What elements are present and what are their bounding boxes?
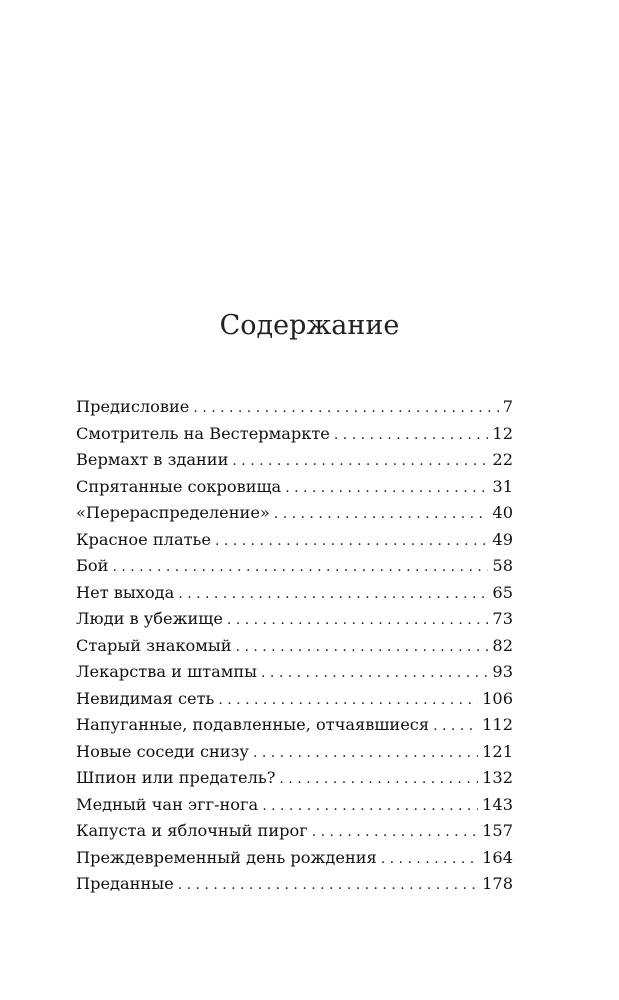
toc-entry-page: 157: [482, 821, 513, 840]
toc-entry[interactable]: [76, 474, 513, 501]
toc-entry-title: Медный чан эгг-нога: [76, 794, 259, 814]
dot-leader: [312, 819, 478, 846]
dot-leader: [236, 634, 489, 661]
toc-entry[interactable]: [76, 712, 513, 739]
toc-entry-title: Предисловие: [76, 397, 190, 416]
toc-entry-page: 164: [482, 847, 513, 867]
dot-leader: [232, 448, 488, 475]
toc-entry-page: 93: [492, 662, 513, 681]
page-title: Содержание: [219, 310, 400, 341]
toc-entry-page: 112: [482, 715, 513, 734]
toc-entry-page: 106: [482, 688, 513, 708]
toc-entry-title: Красное платье: [76, 529, 211, 549]
toc-entry-page: 178: [482, 874, 513, 893]
toc-entry[interactable]: [76, 659, 513, 686]
toc-entry[interactable]: [76, 500, 513, 527]
toc-entry-page: 12: [492, 423, 513, 443]
toc-entry-title: Преждевременный день рождения: [76, 847, 377, 867]
toc-entry-page: 73: [492, 609, 513, 628]
toc-entry-title: Преданные: [76, 874, 174, 893]
toc-entry-title: Вермахт в здании: [76, 450, 229, 469]
toc-entry-title: Люди в убежище: [76, 609, 223, 628]
dot-leader: [215, 528, 488, 555]
toc-entry-title: «Перераспределение»: [76, 503, 270, 522]
toc-entry-title: Нет выхода: [76, 582, 175, 602]
toc-entry[interactable]: [76, 553, 513, 580]
toc-entry-page: 132: [482, 768, 513, 787]
toc-entry-page: 121: [482, 741, 513, 761]
toc-entry-title: Невидимая сеть: [76, 688, 215, 708]
dot-leader: [178, 581, 488, 608]
dot-leader: [285, 475, 488, 502]
toc-entry[interactable]: [76, 818, 513, 845]
dot-leader: [218, 687, 478, 714]
toc-entry-page: 31: [492, 476, 513, 496]
toc-entry-title: Шпион или предатель?: [76, 768, 276, 787]
toc-entry-title: Старый знакомый: [76, 635, 232, 655]
toc-entry[interactable]: [76, 686, 513, 713]
toc-entry[interactable]: [76, 447, 513, 474]
dot-leader: [279, 766, 478, 793]
toc-entry[interactable]: [76, 606, 513, 633]
toc-entry[interactable]: [76, 739, 513, 766]
toc-entry[interactable]: [76, 421, 513, 448]
dot-leader: [334, 422, 489, 449]
toc-entry[interactable]: [76, 845, 513, 872]
dot-leader: [274, 501, 489, 528]
toc-entry-page: 7: [502, 397, 513, 416]
toc-entry-title: Спрятанные сокровища: [76, 476, 282, 496]
dot-leader: [178, 872, 478, 899]
dot-leader: [193, 395, 498, 422]
toc-entry-title: Напуганные, подавленные, отчаявшиеся: [76, 715, 430, 734]
dot-leader: [261, 660, 488, 687]
toc-entry[interactable]: [76, 394, 513, 421]
table-of-contents: [76, 394, 513, 898]
toc-entry-title: Капуста и яблочный пирог: [76, 821, 308, 840]
toc-entry-page: 22: [492, 450, 513, 469]
toc-entry-page: 40: [492, 503, 513, 522]
toc-entry-page: 49: [492, 529, 513, 549]
toc-entry-page: 143: [482, 794, 513, 814]
dot-leader: [262, 793, 478, 820]
toc-entry-title: Смотритель на Вестермаркте: [76, 423, 330, 443]
dot-leader: [381, 846, 478, 873]
toc-entry[interactable]: [76, 765, 513, 792]
toc-entry[interactable]: [76, 792, 513, 819]
toc-entry-page: 82: [492, 635, 513, 655]
toc-entry-title: Бой: [76, 556, 109, 575]
toc-entry[interactable]: [76, 527, 513, 554]
toc-entry[interactable]: [76, 871, 513, 898]
toc-entry-title: Новые соседи снизу: [76, 741, 249, 761]
dot-leader: [112, 554, 488, 581]
toc-entry-page: 58: [492, 556, 513, 575]
toc-entry-page: 65: [492, 582, 513, 602]
dot-leader: [433, 713, 478, 740]
dot-leader: [253, 740, 478, 767]
dot-leader: [227, 607, 488, 634]
toc-entry[interactable]: [76, 580, 513, 607]
toc-entry-title: Лекарства и штампы: [76, 662, 258, 681]
toc-entry[interactable]: [76, 633, 513, 660]
